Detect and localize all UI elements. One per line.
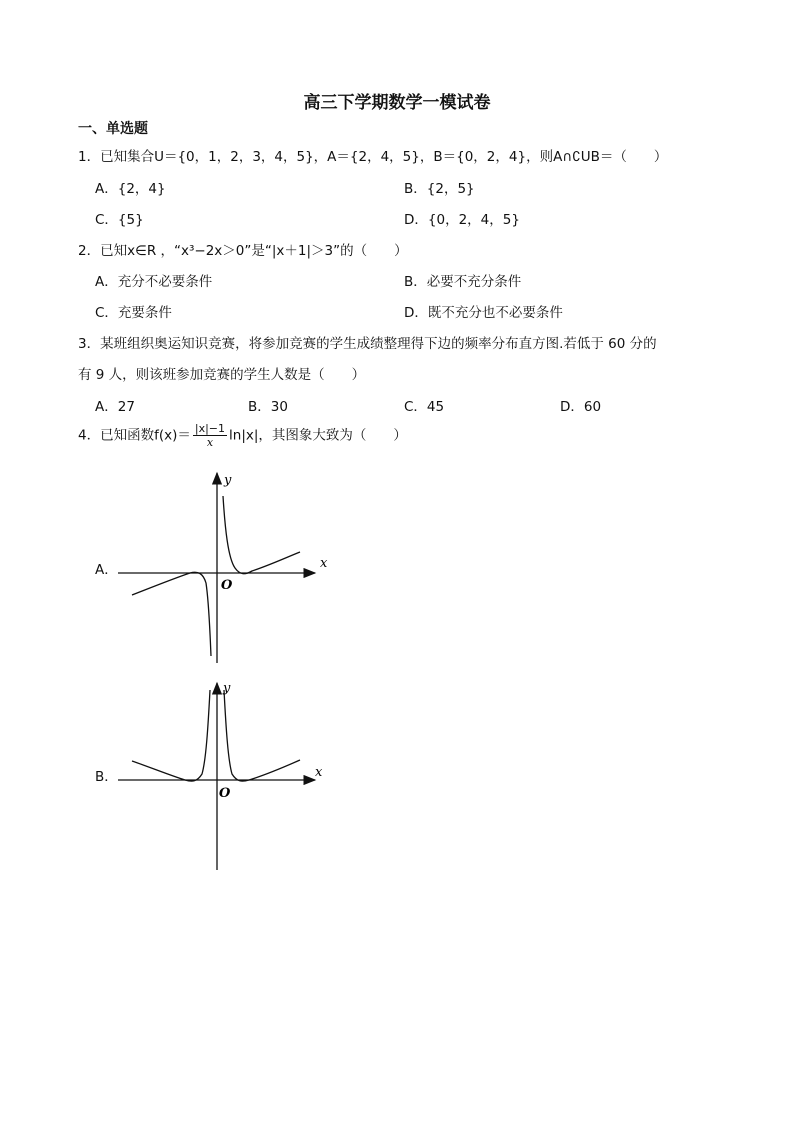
question-1-option-b[interactable]: B．{2，5} (404, 181, 475, 197)
question-4-stem (78, 422, 407, 449)
question-4-graph-b[interactable] (110, 678, 340, 878)
question-1-option-d[interactable]: D．{0，2，4，5} (404, 212, 520, 228)
question-4-fraction (193, 422, 227, 449)
graph-b-left-branch (132, 690, 210, 781)
question-4-graph-a[interactable] (110, 468, 340, 668)
question-3-option-c[interactable]: C．45 (404, 399, 445, 415)
question-4-option-a-label[interactable]: A． (95, 562, 118, 578)
graph-a-origin-label: O (221, 578, 233, 593)
section-heading: 一、单选题 (78, 121, 148, 137)
graph-a-y-label: y (224, 473, 232, 488)
question-2-stem: 2．已知x∈R ，“x³−2x＞0”是“|x＋1|＞3”的（ ） (78, 243, 408, 259)
question-4-stem-suffix: ln|x|，其图象大致为（ ） (229, 427, 407, 444)
question-4-fraction-denominator: x (206, 436, 214, 449)
question-1-option-c[interactable]: C．{5} (95, 212, 144, 228)
question-1-option-a[interactable]: A．{2，4} (95, 181, 166, 197)
graph-b-origin-label: O (219, 786, 231, 801)
question-2-option-d[interactable]: D．既不充分也不必要条件 (404, 305, 563, 321)
question-4-fraction-numerator: |x|−1 (194, 422, 226, 435)
question-4-stem-prefix: 4．已知函数f(x)＝ (78, 427, 191, 444)
question-2-option-a[interactable]: A．充分不必要条件 (95, 274, 213, 290)
question-3-option-a[interactable]: A．27 (95, 399, 135, 415)
question-2-option-b[interactable]: B．必要不充分条件 (404, 274, 522, 290)
graph-a-x-label: x (320, 556, 328, 571)
question-3-stem-line-1: 3．某班组织奥运知识竞赛，将参加竞赛的学生成绩整理得下边的频率分布直方图.若低于 60 分的 (78, 336, 657, 352)
page-title: 高三下学期数学一模试卷 (303, 93, 491, 113)
question-2-option-c[interactable]: C．充要条件 (95, 305, 172, 321)
graph-b-y-label: y (223, 681, 231, 696)
graph-b-x-label: x (315, 765, 323, 780)
graph-a-right-branch (223, 496, 300, 574)
question-3-option-d[interactable]: D．60 (560, 399, 602, 415)
graph-a-left-branch (132, 572, 211, 656)
question-4-option-b-label[interactable]: B． (95, 769, 118, 785)
question-1-stem: 1．已知集合U＝{0，1，2，3，4，5}，A＝{2，4，5}，B＝{0，2，4}，则A∩∁UB＝（ ） (78, 149, 668, 165)
question-3-stem-line-2: 有 9 人，则该班参加竞赛的学生人数是（ ） (78, 367, 366, 383)
graph-b-right-branch (224, 690, 300, 781)
question-3-option-b[interactable]: B．30 (248, 399, 288, 415)
